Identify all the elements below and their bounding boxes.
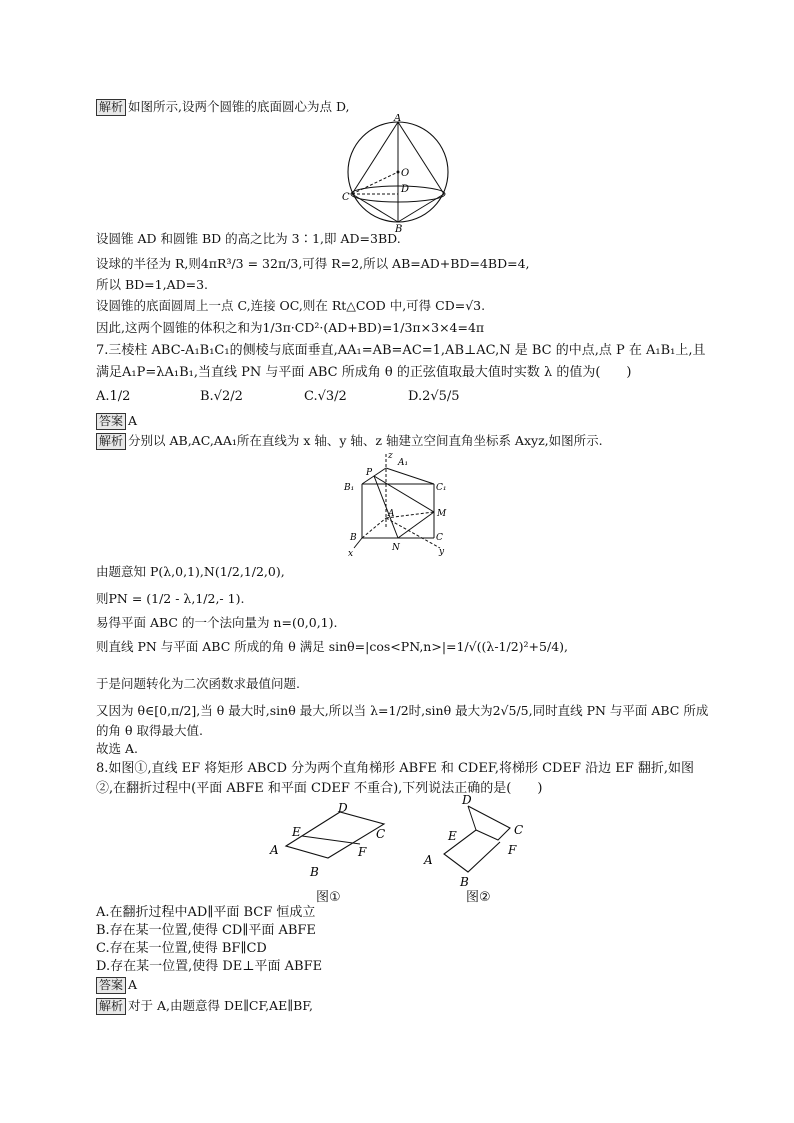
q7-analysis8: 的角 θ 取得最大值. xyxy=(96,723,203,738)
figure-caption-1: 图① xyxy=(316,890,341,905)
p6-line6: 因此,这两个圆锥的体积之和为1/3π·CD²·(AD+BD)=1/3π×3×4=4π xyxy=(96,320,485,335)
analysis-tag: 解析 xyxy=(96,433,126,450)
fig8b-label: F xyxy=(508,843,517,857)
p6-line1: 解析 如图所示,设两个圆锥的底面圆心为点 D, xyxy=(96,98,350,116)
fig7-label: x xyxy=(348,549,354,559)
fold-figure-1 xyxy=(266,800,396,880)
figure-caption-2: 图② xyxy=(466,890,491,905)
q8-stem1: 8.如图①,直线 EF 将矩形 ABCD 分为两个直角梯形 ABFE 和 CDEF,将梯形 CDEF 沿边 EF 翻折,如图 xyxy=(96,761,695,776)
fig7-label: A xyxy=(388,509,395,519)
fig7-label: A₁ xyxy=(398,458,409,468)
q7-analysis9: 故选 A. xyxy=(96,741,138,756)
answer-tag: 答案 xyxy=(96,977,126,994)
fig8b-label: C xyxy=(514,823,524,837)
q7-analysis1: 解析 分别以 AB,AC,AA₁所在直线为 x 轴、y 轴、z 轴建立空间直角坐标系 Axyz,如图所示. xyxy=(96,432,603,450)
fig7-label: B xyxy=(350,533,357,543)
fig8b-label: B xyxy=(460,875,469,889)
q8-option-b: B.存在某一位置,使得 CD∥平面 ABFE xyxy=(96,923,316,938)
fig7-label: z xyxy=(388,451,393,461)
q7-analysis7: 又因为 θ∈[0,π/2],当 θ 最大时,sinθ 最大,所以当 λ=1/2时,sinθ 最大为2√5/5,同时直线 PN 与平面 ABC 所成 xyxy=(96,703,709,718)
fig8a-label: B xyxy=(310,865,319,879)
q7-analysis2: 由题意知 P(λ,0,1),N(1/2,1/2,0), xyxy=(96,564,285,579)
fig7-label: C xyxy=(436,533,443,543)
fig7-label: P xyxy=(366,468,373,478)
fig6-label: B xyxy=(395,224,403,234)
fig8b-label: D xyxy=(462,793,472,807)
p6-line4: 所以 BD=1,AD=3. xyxy=(96,277,209,292)
p6-line3: 设球的半径为 R,则4πR³/3 = 32π/3,可得 R=2,所以 AB=AD+BD=4BD=4, xyxy=(96,256,530,271)
q8-stem2: ②,在翻折过程中(平面 ABFE 和平面 CDEF 不重合),下列说法正确的是( ) xyxy=(96,781,543,796)
analysis-tag: 解析 xyxy=(96,99,126,116)
prism-figure xyxy=(340,450,460,560)
q7-analysis5: 则直线 PN 与平面 ABC 所成的角 θ 满足 sinθ=|cos<PN,n>|=1/√((λ-1/2)²+5/4), xyxy=(96,639,568,654)
q7-stem2: 满足A₁P=λA₁B₁,当直线 PN 与平面 ABC 所成角 θ 的正弦值取最大值时实数 λ 的值为( ) xyxy=(96,365,632,380)
fig6-label: A xyxy=(394,114,402,124)
sphere-cone-figure xyxy=(340,114,460,234)
fig7-label: y xyxy=(439,547,445,557)
q7-analysis3: 则PN = (1/2 - λ,1/2,- 1). xyxy=(96,591,245,606)
fig6-label: C xyxy=(342,192,350,203)
p6-line2: 设圆锥 AD 和圆锥 BD 的高之比为 3∶1,即 AD=3BD. xyxy=(96,231,401,246)
fig7-label: N xyxy=(392,543,400,553)
q7-option-c: C.√3/2 xyxy=(304,389,347,404)
fig8a-label: A xyxy=(270,843,279,857)
fig6-label: D xyxy=(401,184,410,195)
q7-options xyxy=(96,388,512,406)
fig8a-label: E xyxy=(292,825,301,839)
q8-analysis1: 解析 对于 A,由题意得 DE∥CF,AE∥BF, xyxy=(96,997,313,1015)
fig8b-label: E xyxy=(448,829,457,843)
fig8b-label: A xyxy=(424,853,433,867)
q7-option-b: B.√2/2 xyxy=(200,389,243,404)
fold-figure-2 xyxy=(422,790,532,890)
fig7-label: M xyxy=(437,509,447,519)
fig6-label: O xyxy=(401,168,410,179)
fig8a-label: F xyxy=(358,845,367,859)
fig7-label: B₁ xyxy=(344,483,355,493)
q8-option-a: A.在翻折过程中AD∥平面 BCF 恒成立 xyxy=(96,905,316,920)
fig8a-label: D xyxy=(338,801,348,815)
q7-answer: 答案 A xyxy=(96,412,137,430)
q7-option-d: D.2√5/5 xyxy=(408,389,460,404)
q7-analysis4: 易得平面 ABC 的一个法向量为 n=(0,0,1). xyxy=(96,615,338,630)
p6-line5: 设圆锥的底面圆周上一点 C,连接 OC,则在 Rt△COD 中,可得 CD=√3. xyxy=(96,298,486,313)
q8-answer: 答案 A xyxy=(96,976,137,994)
fig7-label: C₁ xyxy=(436,483,447,493)
q7-analysis6: 于是问题转化为二次函数求最值问题. xyxy=(96,676,300,691)
answer-tag: 答案 xyxy=(96,413,126,430)
fig8a-label: C xyxy=(376,827,386,841)
q7-stem1: 7.三棱柱 ABC-A₁B₁C₁的侧棱与底面垂直,AA₁=AB=AC=1,AB⊥AC,N 是 BC 的中点,点 P 在 A₁B₁上,且 xyxy=(96,343,706,358)
q8-option-c: C.存在某一位置,使得 BF∥CD xyxy=(96,941,267,956)
analysis-tag: 解析 xyxy=(96,998,126,1015)
q7-option-a: A.1/2 xyxy=(96,389,131,404)
q8-option-d: D.存在某一位置,使得 DE⊥平面 ABFE xyxy=(96,959,323,974)
